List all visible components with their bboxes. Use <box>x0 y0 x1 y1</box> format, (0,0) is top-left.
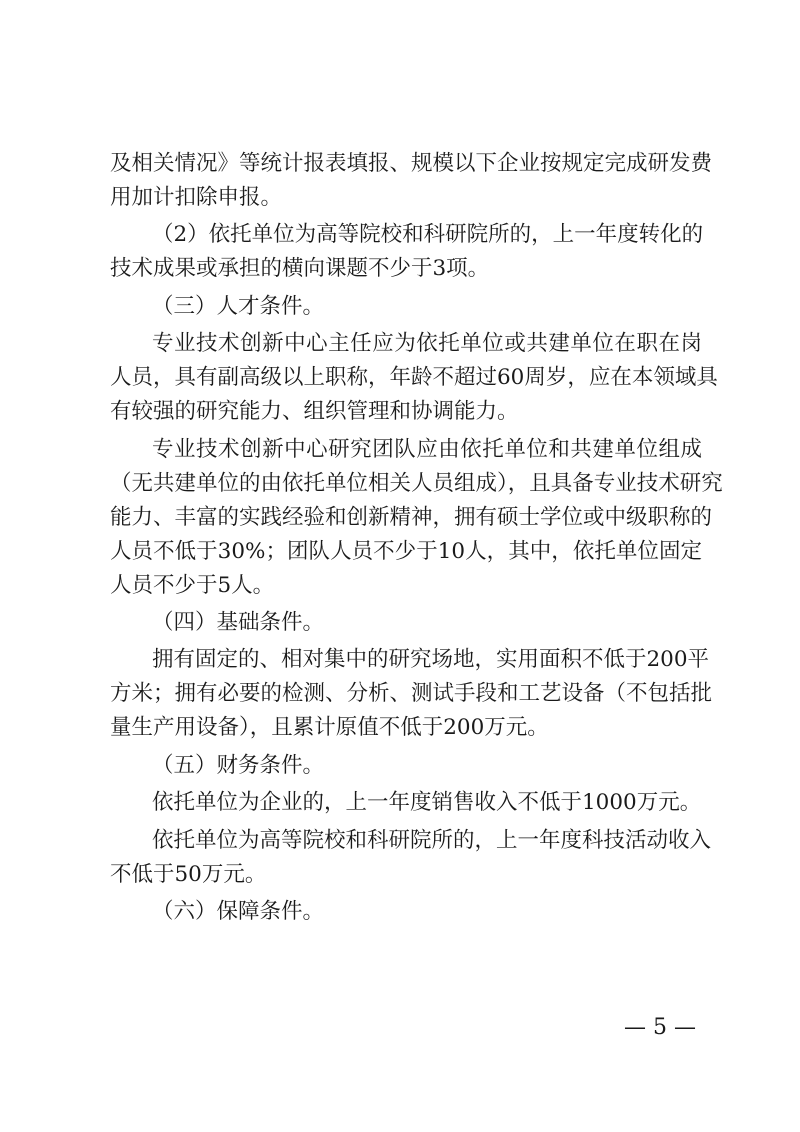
para-basic <box>110 643 713 745</box>
text-line: 专业技术创新中心研究团队应由依托单位和共建单位组成 <box>152 436 702 462</box>
heading-guarantee <box>110 895 702 929</box>
text-line: 方米；拥有必要的检测、分析、测试手段和工艺设备（不包括批 <box>110 681 713 707</box>
text-line: 人员，具有副高级以上职称，年龄不超过60周岁，应在本领域具 <box>110 365 718 391</box>
text-line: （无共建单位的由依托单位相关人员组成），且具备专业技术研究 <box>110 470 723 496</box>
text-line: 人员不少于5人。 <box>110 572 275 598</box>
text-line: 依托单位为企业的，上一年度销售收入不低于1000万元。 <box>152 790 702 816</box>
para-team <box>110 433 723 603</box>
section-heading: （三）人才条件。 <box>152 293 325 319</box>
para-finance-university <box>110 824 712 892</box>
text-line: 技术成果或承担的横向课题不少于3项。 <box>110 256 490 282</box>
text-line: 依托单位为高等院校和科研院所的，上一年度科技活动收入 <box>152 827 712 853</box>
text-line: 用加计扣除申报。 <box>110 185 283 210</box>
text-line: 有较强的研究能力、组织管理和协调能力。 <box>110 399 519 425</box>
para-director <box>110 327 718 429</box>
text-line: 人员不低于30%；团队人员不少于10人，其中，依托单位固定 <box>110 538 702 564</box>
text-line: 量生产用设备），且累计原值不低于200万元。 <box>110 715 549 741</box>
text-line: （2）依托单位为高等院校和科研院所的，上一年度转化的 <box>152 222 704 248</box>
section-heading: （六）保障条件。 <box>152 898 325 924</box>
text-line: 不低于50万元。 <box>110 861 267 887</box>
para-continued <box>110 147 713 215</box>
page-number: — 5 — <box>624 1015 696 1040</box>
heading-talent <box>110 290 702 324</box>
document-body <box>110 147 723 929</box>
section-heading: （四）基础条件。 <box>152 609 325 635</box>
para-item-2 <box>110 218 702 286</box>
para-finance-enterprise <box>110 786 702 820</box>
text-line: 拥有固定的、相对集中的研究场地，实用面积不低于200平 <box>152 647 710 673</box>
text-line: 及相关情况》等统计报表填报、规模以下企业按规定完成研发费 <box>110 151 713 176</box>
heading-basic <box>110 606 702 640</box>
text-line: 专业技术创新中心主任应为依托单位或共建单位在职在岗 <box>152 331 702 357</box>
text-line: 能力、丰富的实践经验和创新精神，拥有硕士学位或中级职称的 <box>110 504 713 530</box>
heading-finance <box>110 749 702 783</box>
section-heading: （五）财务条件。 <box>152 752 325 778</box>
